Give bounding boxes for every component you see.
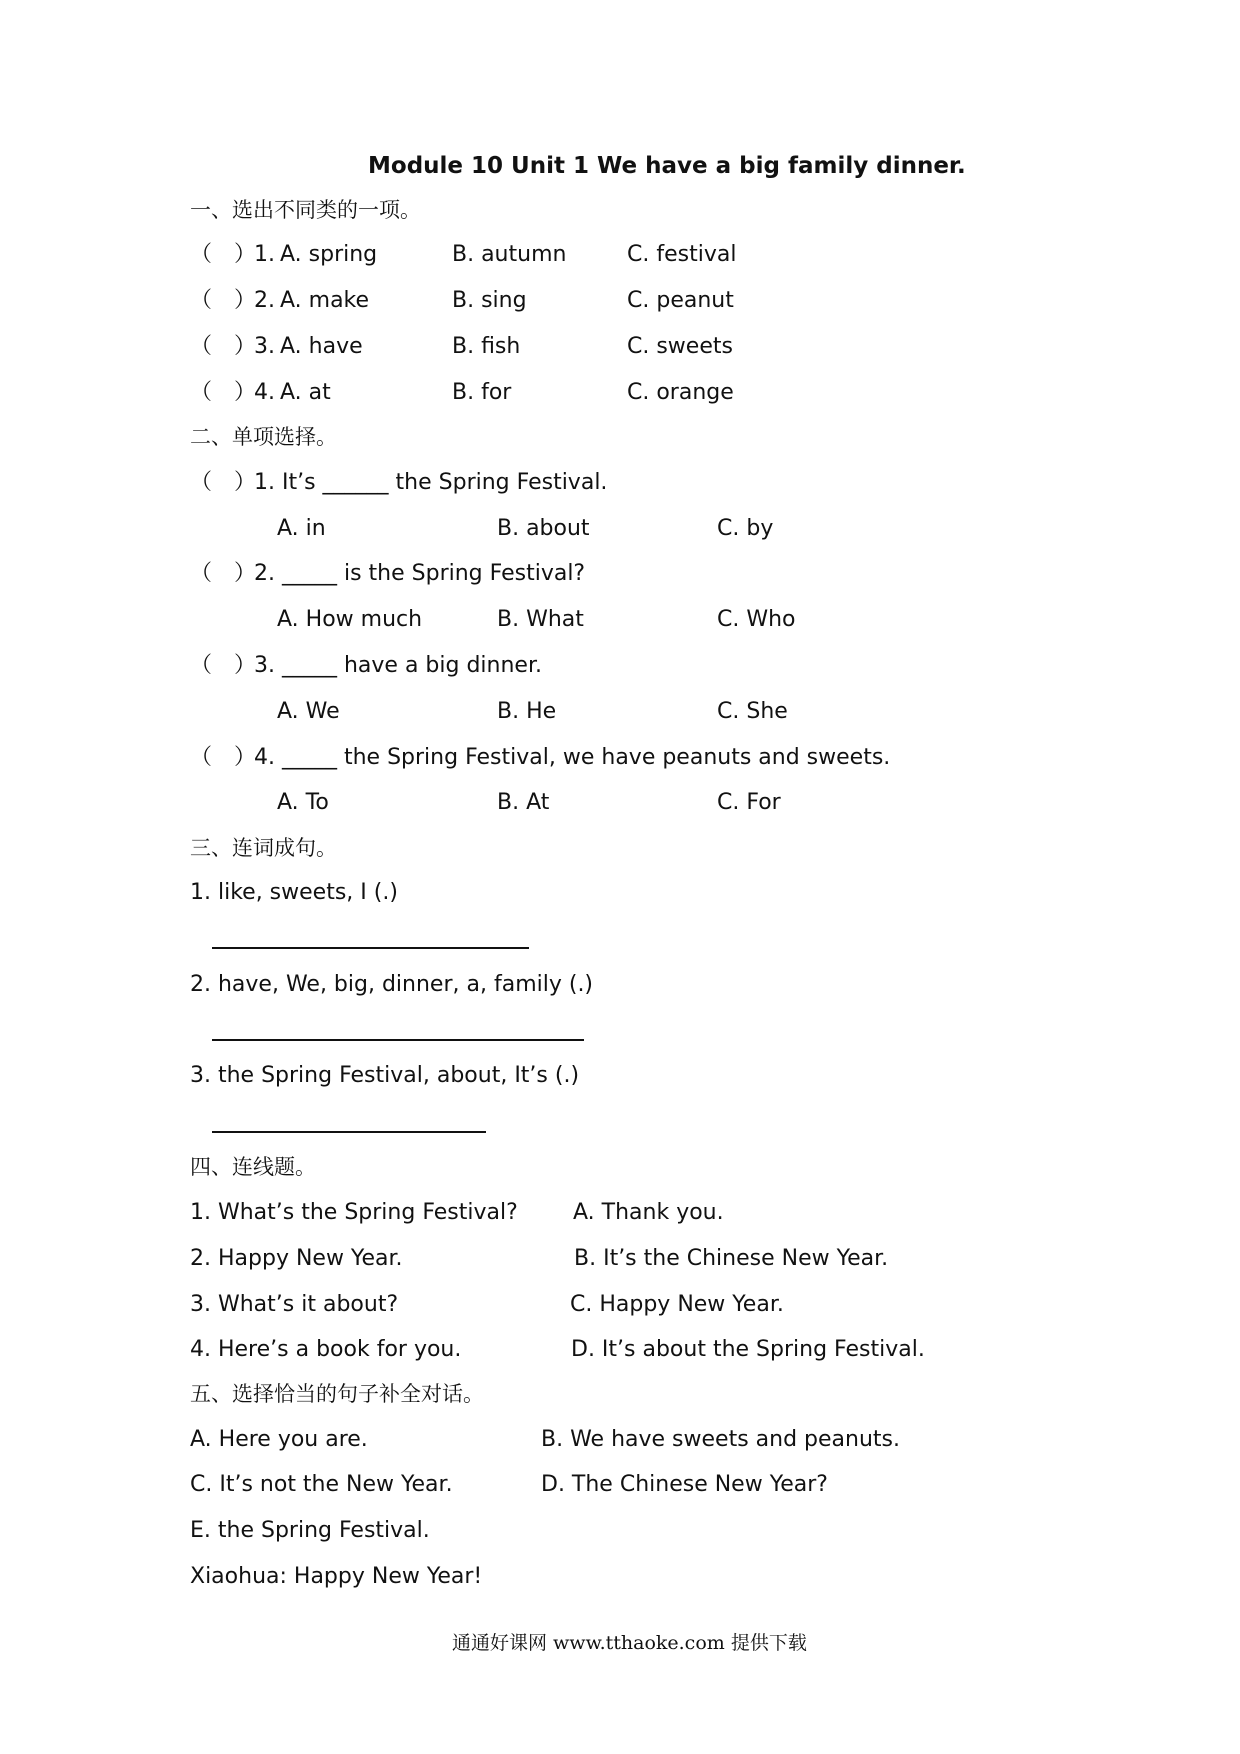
answer-paren: （ ） [190,653,257,678]
match-right-item: B. It’s the Chinese New Year. [574,1246,889,1271]
item-number: 3. [254,334,275,359]
item-number: 4. [254,380,275,405]
option-a: A. in [277,516,326,541]
option-a: A. How much [277,607,423,632]
option-c: C. by [717,516,774,541]
option-a: A. at [280,380,331,405]
section-2-heading: 二、单项选择。 [190,425,337,449]
option-a: A. make [280,288,370,313]
answer-line[interactable] [212,947,529,949]
section-3-heading: 三、连词成句。 [190,836,337,860]
answer-paren: （ ） [190,380,257,405]
item-number: 1. [254,242,275,267]
dialogue-option: D. The Chinese New Year? [541,1472,828,1497]
section-4-heading: 四、连线题。 [190,1155,316,1179]
dialogue-line: Xiaohua: Happy New Year! [190,1564,483,1589]
option-b: B. about [497,516,590,541]
option-c: C. festival [627,242,737,267]
question-stem: 1. It’s ______ the Spring Festival. [254,470,608,495]
option-b: B. He [497,699,557,724]
option-b: B. autumn [452,242,567,267]
option-a: A. have [280,334,363,359]
sentence-prompt: 3. the Spring Festival, about, It’s (.) [190,1063,580,1088]
option-c: C. She [717,699,788,724]
option-b: B. fish [452,334,521,359]
match-right-item: D. It’s about the Spring Festival. [571,1337,925,1362]
section-1-heading: 一、选出不同类的一项。 [190,198,421,222]
answer-paren: （ ） [190,334,257,359]
answer-paren: （ ） [190,242,257,267]
match-left-item: 3. What’s it about? [190,1292,399,1317]
answer-line[interactable] [212,1039,584,1041]
match-left-item: 4. Here’s a book for you. [190,1337,462,1362]
option-a: A. We [277,699,340,724]
option-c: C. Who [717,607,796,632]
answer-paren: （ ） [190,745,257,770]
option-c: C. peanut [627,288,734,313]
sentence-prompt: 1. like, sweets, I (.) [190,880,398,905]
question-stem: 2. _____ is the Spring Festival? [254,561,586,586]
dialogue-option: C. It’s not the New Year. [190,1472,453,1497]
answer-paren: （ ） [190,288,257,313]
option-a: A. spring [280,242,378,267]
page-title: Module 10 Unit 1 We have a big family dinner. [368,153,966,179]
section-5-heading: 五、选择恰当的句子补全对话。 [190,1382,484,1406]
option-c: C. orange [627,380,734,405]
question-stem: 3. _____ have a big dinner. [254,653,542,678]
dialogue-option: E. the Spring Festival. [190,1518,430,1543]
match-left-item: 2. Happy New Year. [190,1246,403,1271]
option-a: A. To [277,790,329,815]
option-c: C. For [717,790,781,815]
dialogue-option: A. Here you are. [190,1427,368,1452]
dialogue-option: B. We have sweets and peanuts. [541,1427,900,1452]
option-b: B. for [452,380,512,405]
match-right-item: C. Happy New Year. [570,1292,784,1317]
match-left-item: 1. What’s the Spring Festival? [190,1200,518,1225]
option-b: B. At [497,790,550,815]
item-number: 2. [254,288,275,313]
answer-line[interactable] [212,1131,486,1133]
answer-paren: （ ） [190,561,257,586]
sentence-prompt: 2. have, We, big, dinner, a, family (.) [190,972,594,997]
footer-credit: 通通好课网 www.tthaoke.com 提供下载 [452,1632,807,1654]
option-c: C. sweets [627,334,733,359]
answer-paren: （ ） [190,470,257,495]
question-stem: 4. _____ the Spring Festival, we have peanuts and sweets. [254,745,891,770]
option-b: B. sing [452,288,527,313]
match-right-item: A. Thank you. [573,1200,724,1225]
option-b: B. What [497,607,584,632]
